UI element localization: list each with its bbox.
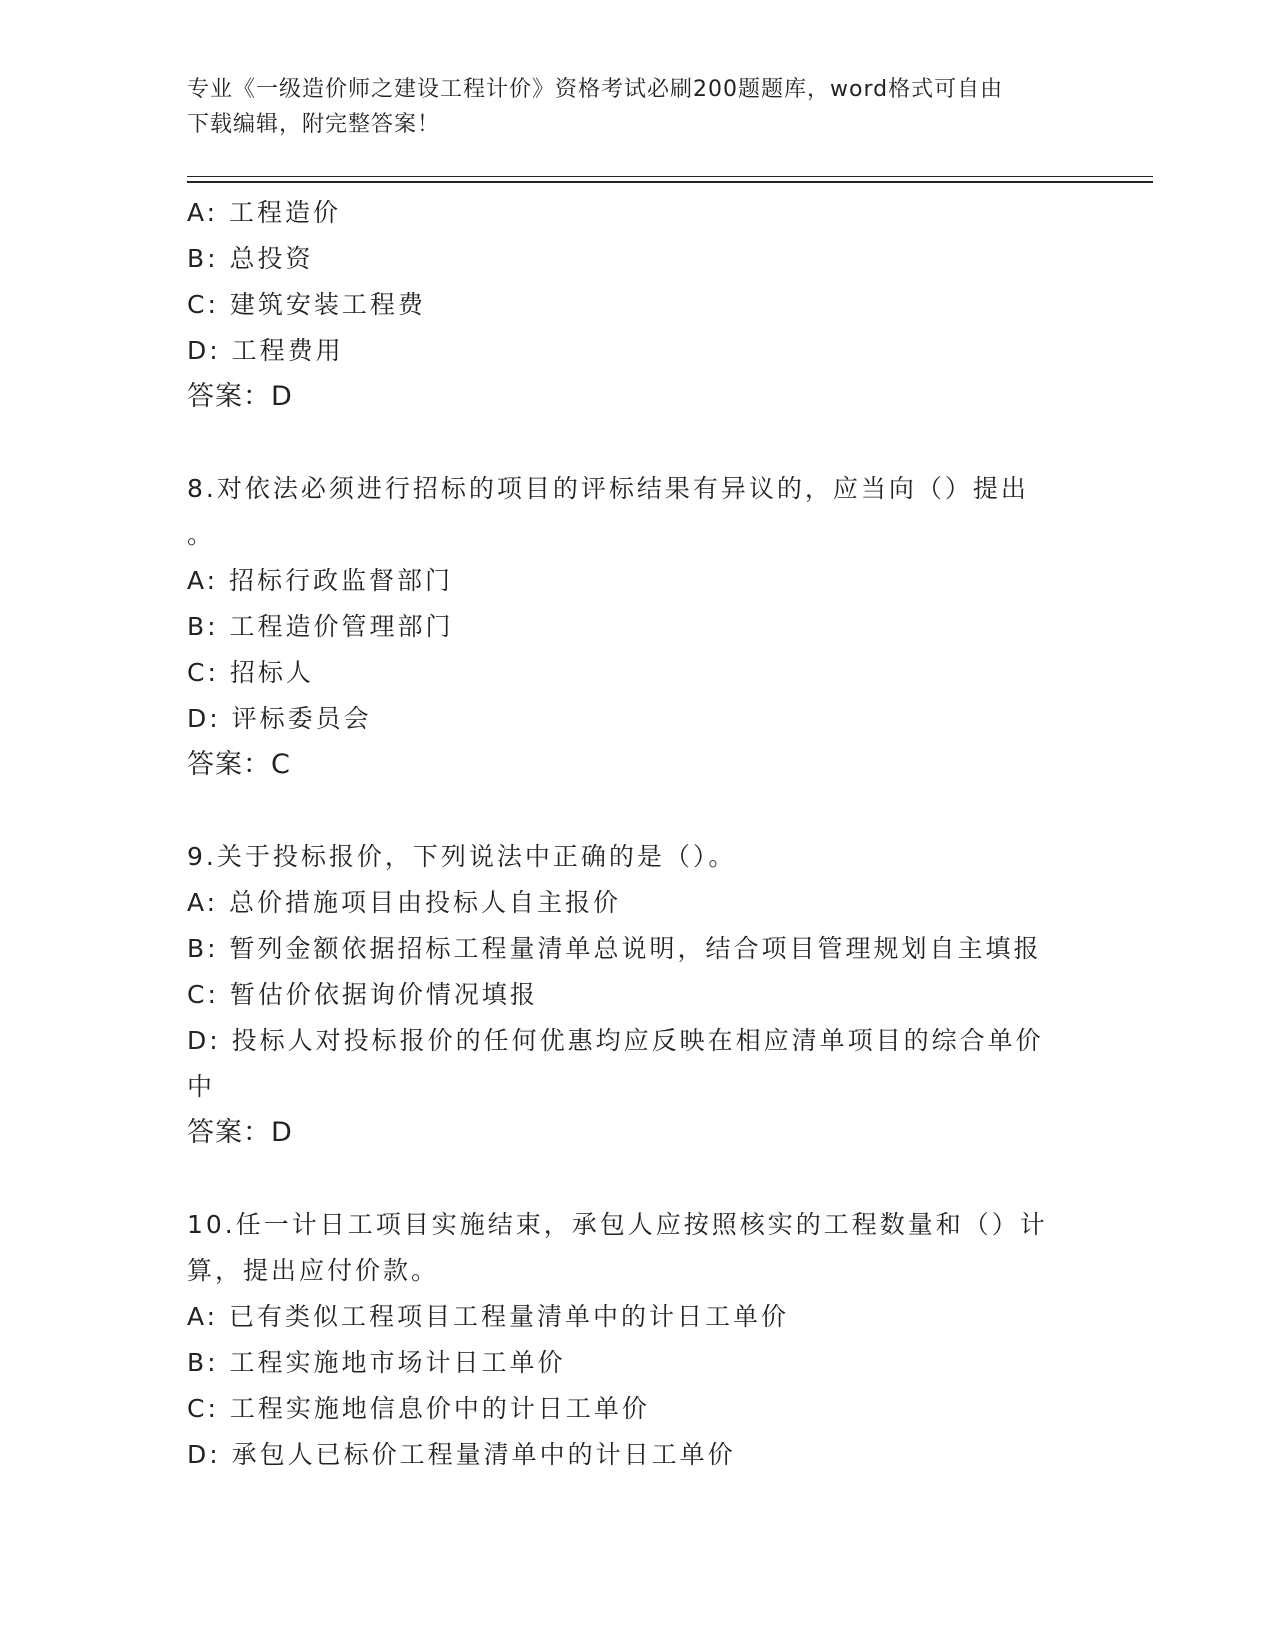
question-stem-line-2: 算，提出应付价款。: [187, 1256, 440, 1285]
option-c: C: 暂估价依据询价情况填报: [187, 980, 538, 1009]
option-c: C: 招标人: [187, 658, 314, 687]
option-c: C: 建筑安装工程费: [187, 290, 426, 319]
question-9: [187, 834, 1087, 1156]
option-d: D: 工程费用: [187, 336, 344, 365]
spacer: [187, 420, 1087, 466]
header-line-2: 下载编辑，附完整答案！: [187, 112, 441, 137]
question-stem-line-1: 8.对依法必须进行招标的项目的评标结果有异议的，应当向（）提出: [187, 474, 1029, 503]
option-b: B: 工程造价管理部门: [187, 612, 454, 641]
spacer: [187, 788, 1087, 834]
question-stem-line-1: 9.关于投标报价，下列说法中正确的是（）。: [187, 842, 737, 871]
option-a: A: 总价措施项目由投标人自主报价: [187, 888, 622, 917]
option-b: B: 总投资: [187, 244, 314, 273]
answer: 答案：C: [187, 749, 291, 780]
option-b: B: 工程实施地市场计日工单价: [187, 1348, 566, 1377]
question-10: [187, 1202, 1087, 1478]
option-d-continuation: 中: [187, 1072, 216, 1101]
answer: 答案：D: [187, 1117, 293, 1148]
document-header: [187, 72, 1067, 142]
header-divider-thin: [187, 176, 1153, 177]
spacer: [187, 1156, 1087, 1202]
option-a: A: 已有类似工程项目工程量清单中的计日工单价: [187, 1302, 790, 1331]
question-list: [187, 190, 1087, 1478]
question-stem-line-2: 。: [187, 520, 216, 549]
option-d: D: 投标人对投标报价的任何优惠均应反映在相应清单项目的综合单价: [187, 1026, 1044, 1055]
option-d: D: 承包人已标价工程量清单中的计日工单价: [187, 1440, 736, 1469]
option-a: A: 工程造价: [187, 198, 342, 227]
option-c: C: 工程实施地信息价中的计日工单价: [187, 1394, 650, 1423]
option-b: B: 暂列金额依据招标工程量清单总说明，结合项目管理规划自主填报: [187, 934, 1042, 963]
answer: 答案：D: [187, 381, 293, 412]
option-a: A: 招标行政监督部门: [187, 566, 454, 595]
question-7: [187, 190, 1087, 420]
header-line-1: 专业《一级造价师之建设工程计价》资格考试必刷200题题库，word格式可自由: [187, 77, 1004, 102]
question-8: [187, 466, 1087, 788]
option-d: D: 评标委员会: [187, 704, 372, 733]
header-divider-thick: [187, 181, 1153, 183]
question-stem-line-1: 10.任一计日工项目实施结束，承包人应按照核实的工程数量和（）计: [187, 1210, 1048, 1239]
